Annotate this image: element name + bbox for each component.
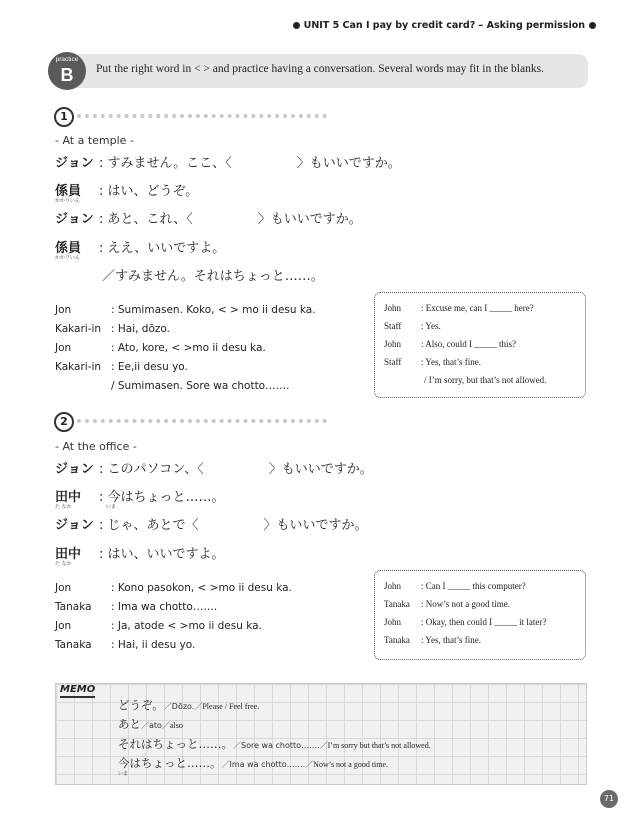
english-text: : Now’s not a good time.	[421, 599, 510, 609]
romaji-line	[55, 639, 195, 651]
speaker: 田中	[55, 547, 82, 562]
speaker: Kakari-in	[55, 323, 102, 335]
speaker: Tanaka	[384, 635, 410, 645]
romaji-line	[55, 323, 170, 335]
speaker: Staff	[384, 321, 402, 331]
memo-line	[118, 697, 259, 713]
practice-badge	[48, 52, 86, 90]
speaker: Kakari-in	[55, 361, 102, 373]
english-text: : Yes, that’s fine.	[421, 357, 482, 367]
speaker: John	[384, 617, 402, 627]
jp-line	[55, 152, 401, 171]
jp-text: : このパソコン、〈 〉もいいですか。	[99, 462, 373, 477]
unit-title: UNIT 5 Can I pay by credit card? – Asking permission	[303, 20, 585, 31]
furigana: いま	[118, 771, 129, 777]
memo-jp: どうぞ。	[118, 698, 164, 712]
speaker: ジョン	[55, 212, 94, 227]
romaji-line	[55, 304, 316, 316]
scene-label: - At a temple -	[55, 134, 134, 147]
speaker: John	[384, 339, 402, 349]
speaker: Tanaka	[55, 639, 92, 651]
furigana: かかりいん	[55, 198, 81, 204]
romaji-text: : Ima wa chotto…….	[111, 601, 218, 613]
english-text: : Also, could I _____ this?	[421, 339, 516, 349]
english-line	[384, 599, 510, 609]
english-line	[384, 581, 526, 591]
romaji-line-cont: / Sumimasen. Sore wa chotto…….	[111, 380, 290, 392]
english-text: : Excuse me, can I _____ here?	[421, 303, 534, 313]
jp-text: : じゃ、あとで〈 〉もいいですか。	[99, 518, 368, 533]
romaji-line	[55, 361, 188, 373]
memo-jp: それはちょっと……。	[118, 737, 233, 751]
english-text: : Yes.	[421, 321, 441, 331]
memo-line	[118, 736, 431, 752]
romaji-text: : Sumimasen. Koko, < > mo ii desu ka.	[111, 304, 316, 316]
english-line-cont: / I’m sorry, but that’s not allowed.	[424, 375, 547, 385]
bullet-icon	[589, 22, 596, 29]
speaker: John	[384, 303, 402, 313]
practice-label: practice	[55, 56, 79, 63]
jp-line	[55, 514, 368, 533]
jp-text: : 今はちょっと……。	[99, 490, 225, 505]
english-line	[384, 357, 481, 367]
jp-line-cont: ／すみません。それはちょっと……。	[102, 269, 324, 284]
memo-jp: 今はちょっと……。	[118, 756, 222, 770]
english-line	[384, 339, 516, 349]
speaker: Tanaka	[55, 601, 92, 613]
speaker: ジョン	[55, 518, 94, 533]
jp-text: : あと、これ、〈 〉もいいですか。	[99, 212, 362, 227]
memo-romaji: ／Dōzo.	[163, 702, 195, 711]
jp-line	[55, 543, 225, 562]
furigana: いま	[106, 504, 117, 510]
english-line	[384, 321, 441, 331]
instruction-text: Put the right word in < > and practice having a conversation. Several words may fit in the blanks.	[96, 63, 544, 75]
jp-text: : すみません。ここ、〈 〉もいいですか。	[99, 156, 401, 171]
memo-romaji: ／Ima wa chotto…….	[221, 760, 306, 769]
romaji-text: : Hai, ii desu yo.	[111, 639, 196, 651]
romaji-line	[55, 601, 217, 613]
jp-line	[55, 208, 362, 227]
memo-english: ／also	[161, 721, 183, 730]
memo-english: ／Please / Feel free.	[194, 702, 260, 711]
romaji-text: : Ee,ii desu yo.	[111, 361, 188, 373]
jp-line	[55, 237, 225, 256]
memo-line	[118, 755, 388, 771]
english-line	[384, 635, 481, 645]
english-line	[384, 303, 534, 313]
page-number: 71	[600, 790, 618, 808]
dotted-divider	[77, 114, 327, 118]
speaker: ジョン	[55, 462, 94, 477]
furigana: た なか	[55, 561, 72, 567]
section-number-1: 1	[54, 107, 74, 127]
unit-header	[289, 20, 600, 31]
speaker: ジョン	[55, 156, 94, 171]
english-line	[384, 617, 546, 627]
section-number-2: 2	[54, 412, 74, 432]
speaker: 田中	[55, 490, 82, 505]
romaji-text: : Ja, atode < >mo ii desu ka.	[111, 620, 262, 632]
jp-text: : はい、どうぞ。	[99, 184, 199, 199]
jp-text: : ええ、いいですよ。	[99, 241, 226, 256]
english-text: : Can I _____ this computer?	[421, 581, 526, 591]
speaker: Jon	[55, 304, 72, 316]
speaker: John	[384, 581, 402, 591]
memo-romaji: ／ato	[141, 721, 162, 730]
furigana: かかりいん	[55, 255, 81, 261]
speaker: Tanaka	[384, 599, 410, 609]
memo-english: ／Now’s not a good time.	[305, 760, 389, 769]
speaker: Jon	[55, 582, 72, 594]
speaker: Jon	[55, 620, 72, 632]
furigana: た なか	[55, 504, 72, 510]
memo-label: MEMO	[60, 684, 95, 698]
romaji-text: : Ato, kore, < >mo ii desu ka.	[111, 342, 266, 354]
jp-line	[55, 486, 225, 505]
romaji-text: : Hai, dōzo.	[111, 323, 170, 335]
memo-jp: あと	[118, 717, 141, 731]
speaker: 係員	[55, 241, 82, 256]
romaji-line	[55, 620, 262, 632]
speaker: Staff	[384, 357, 402, 367]
bullet-icon	[293, 22, 300, 29]
romaji-line	[55, 342, 266, 354]
memo-line	[118, 716, 183, 732]
english-text: : Yes, that’s fine.	[421, 635, 482, 645]
dotted-divider	[77, 419, 327, 423]
practice-letter: B	[60, 65, 74, 85]
english-text: : Okay, then could I _____ it later?	[421, 617, 547, 627]
romaji-line	[55, 582, 292, 594]
jp-text: : はい、いいですよ。	[99, 547, 225, 562]
scene-label: - At the office -	[55, 440, 137, 453]
memo-romaji: ／Sore wa chotto…….	[233, 741, 320, 750]
memo-english: ／I’m sorry but that’s not allowed.	[319, 741, 431, 750]
speaker: Jon	[55, 342, 72, 354]
romaji-text: : Kono pasokon, < >mo ii desu ka.	[111, 582, 292, 594]
speaker: 係員	[55, 184, 82, 199]
jp-line	[55, 458, 373, 477]
